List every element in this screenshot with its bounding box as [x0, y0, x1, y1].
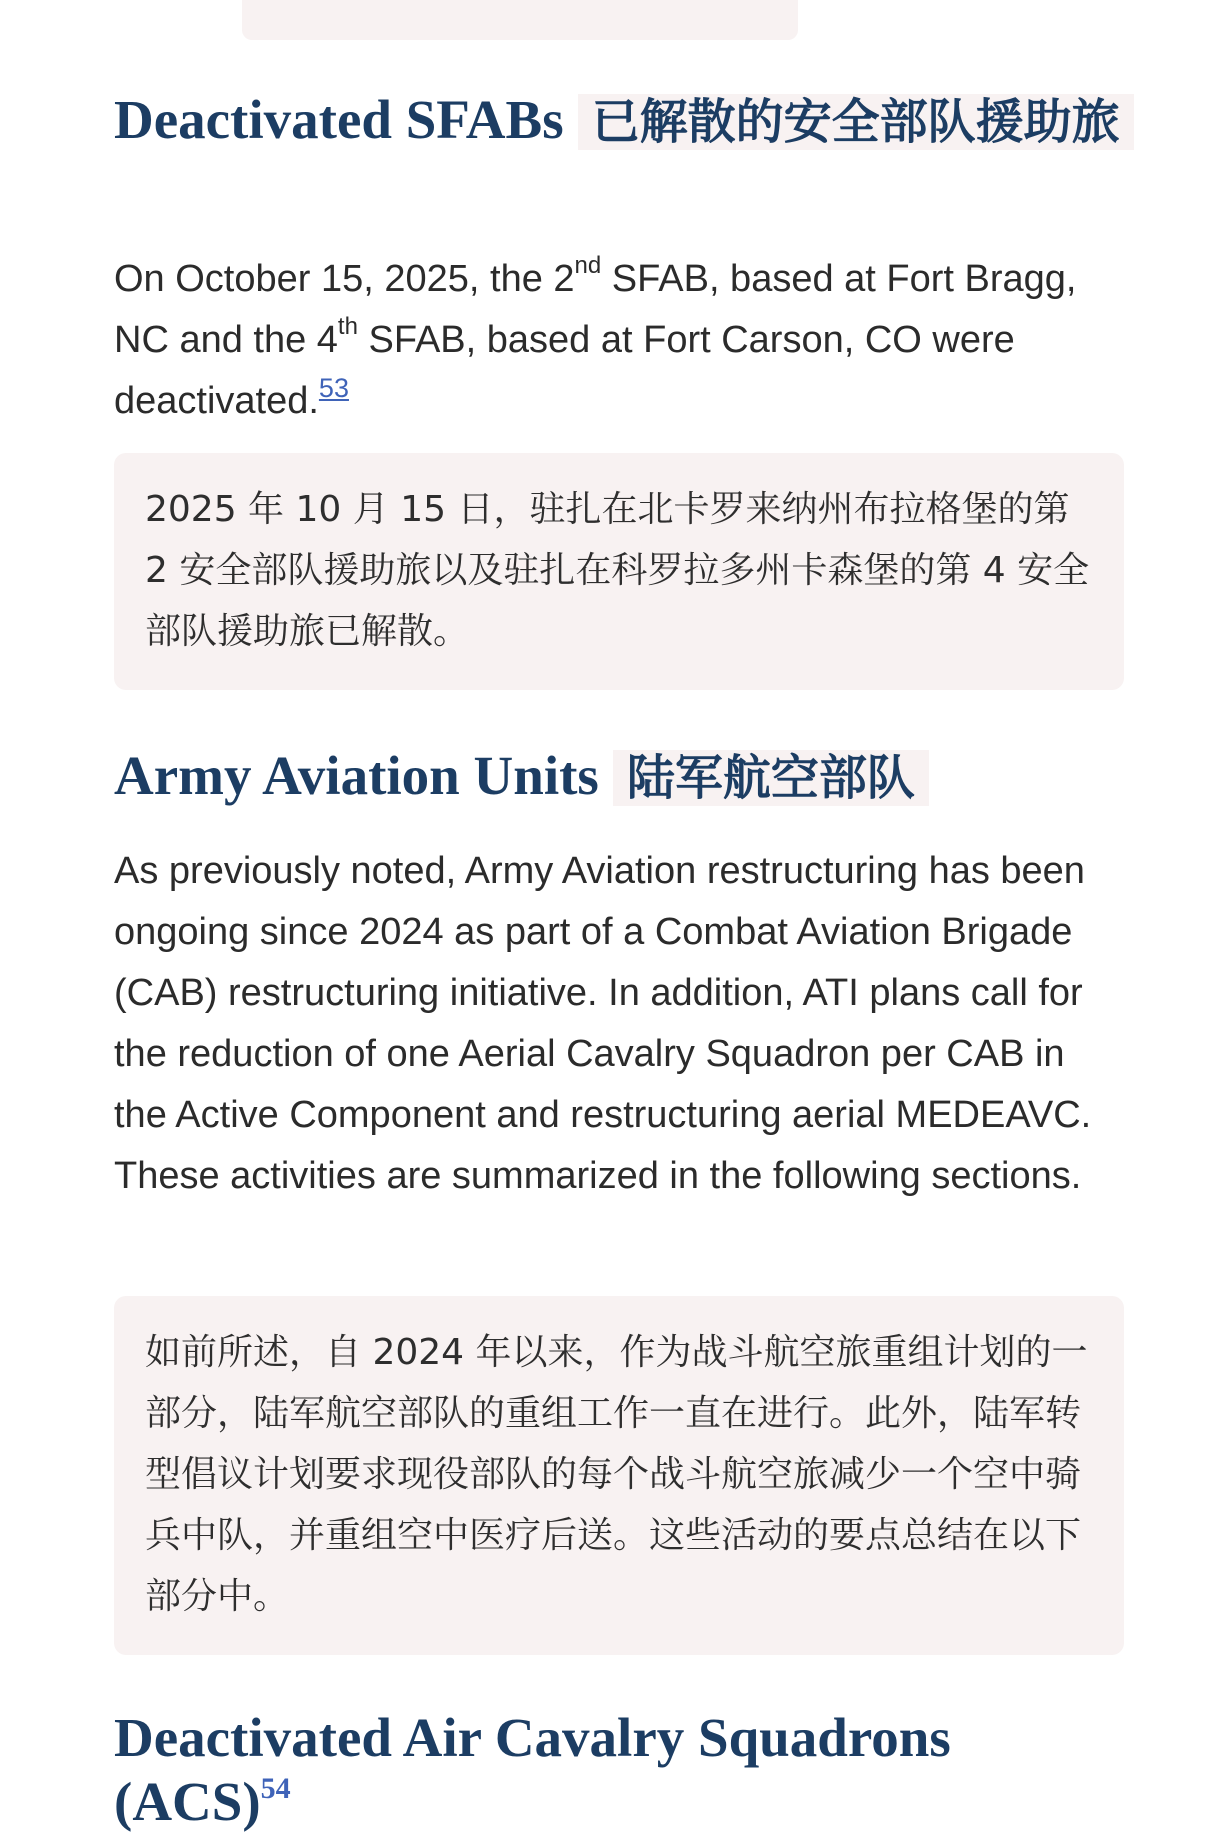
- heading-zh-translation: 陆军航空部队: [613, 750, 929, 806]
- footnote-link-53[interactable]: 53: [318, 373, 349, 403]
- para-text-1: On October 15, 2025, the 2: [114, 258, 575, 300]
- sfab-paragraph: [114, 249, 1134, 432]
- para-text-2: SFAB, based at Fort Bragg, NC and the 4: [114, 258, 1077, 361]
- aviation-translation-box: 如前所述，自 2024 年以来，作为战斗航空旅重组计划的一部分，陆军航空部队的重组工作一直在进行。此外，陆军转型倡议计划要求现役部队的每个战斗航空旅减少一个空中骑兵中队，并重组空中医疗后送。这些活动的要点总结在以下部分中。: [114, 1296, 1124, 1655]
- aviation-paragraph: As previously noted, Army Aviation restructuring has been ongoing since 2024 as part of a Combat Aviation Brigade (CAB) restructuring initiative. In addition, ATI plans call for the reduction of one Aerial Cavalry Squadron per CAB in the Active Component and restructuring aerial MEDEAVC. These activities are summarized in the following sections.: [114, 850, 1092, 1197]
- footnote-link-54[interactable]: 54: [260, 1772, 291, 1805]
- ordinal-suffix-th: th: [337, 313, 358, 340]
- heading-en-text: Deactivated SFABs: [114, 89, 564, 150]
- section-heading-aviation: [114, 744, 1134, 810]
- para-text-3: SFAB, based at Fort Carson, CO were deactivated.: [114, 319, 1015, 422]
- heading-en-text: Army Aviation Units: [114, 745, 599, 806]
- heading-zh-translation: 已解散的安全部队援助旅: [578, 94, 1134, 150]
- previous-translation-box: [242, 0, 798, 40]
- heading-en-text: Deactivated Air Cavalry Squadrons (ACS): [114, 1707, 951, 1832]
- section-heading-sfabs: [114, 88, 1134, 154]
- section-heading-acs: [114, 1706, 1134, 1834]
- ordinal-suffix-nd: nd: [574, 252, 602, 279]
- sfab-translation-box: 2025 年 10 月 15 日，驻扎在北卡罗来纳州布拉格堡的第 2 安全部队援助旅以及驻扎在科罗拉多州卡森堡的第 4 安全部队援助旅已解散。: [114, 453, 1124, 690]
